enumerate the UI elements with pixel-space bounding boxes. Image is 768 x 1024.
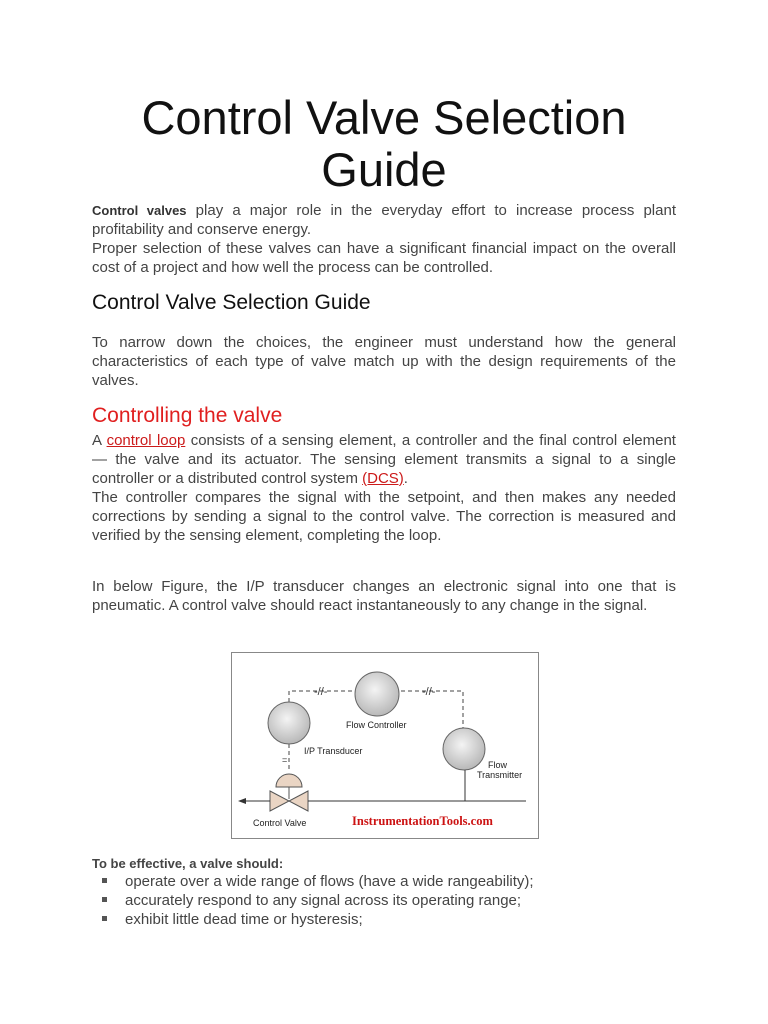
watermark-text: InstrumentationTools.com (352, 814, 493, 828)
list-item (102, 910, 534, 929)
list-item (102, 891, 534, 910)
control-loop-link[interactable]: control loop (106, 432, 186, 449)
list-item-text: exhibit little dead time or hysteresis; (125, 911, 363, 928)
section-heading-controlling: Controlling the valve (92, 404, 283, 427)
para1-pre: A (92, 432, 107, 449)
label-transmitter: Transmitter (477, 770, 523, 780)
label-flow: Flow (488, 760, 508, 770)
actuator-icon (276, 774, 302, 787)
intro-rest: play a major role in the everyday effort to increase process plant profitability and conserve energy. (92, 202, 676, 238)
intro-lead: Control valves (92, 203, 187, 218)
flow-controller-circle (355, 672, 399, 716)
control-loop-diagram (232, 653, 538, 838)
label-control-valve: Control Valve (253, 818, 307, 828)
ip-transducer-paragraph: In below Figure, the I/P transducer changes an electronic signal into one that is pneumatic. A control valve should react instantaneously to any change in the signal. (92, 578, 676, 614)
para1-mid: consists of a sensing element, a controller and the final control element — the valve and its actuator. The sensing element transmits a signal to a single controller or a distributed control system (92, 432, 676, 487)
controller-paragraph: The controller compares the signal with the setpoint, and then makes any needed corrections by sending a signal to the control valve. The correction is measured and verified by the sensing element, completing the loop. (92, 489, 676, 544)
requirements-list (102, 872, 534, 929)
control-loop-figure (231, 652, 539, 839)
flow-arrow-icon (238, 798, 246, 804)
list-item-text: operate over a wide range of flows (have a wide rangeability); (125, 873, 534, 890)
list-item-text: accurately respond to any signal across its operating range; (125, 892, 522, 909)
intro-line-2: Proper selection of these valves can have a significant financial impact on the overall cost of a project and how well the process can be controlled. (92, 240, 676, 276)
svg-text:-//-: -//- (314, 686, 328, 698)
label-ip-transducer: I/P Transducer (304, 746, 363, 756)
svg-text:-//-: -//- (422, 686, 436, 698)
valve-right-icon (289, 791, 308, 811)
title-line-2: Guide (321, 143, 447, 196)
label-flow-controller: Flow Controller (346, 720, 407, 730)
control-loop-paragraph (92, 431, 676, 545)
svg-text:=: = (282, 755, 288, 765)
title-line-1: Control Valve Selection (141, 91, 627, 144)
flow-transmitter-circle (443, 728, 485, 770)
intro-paragraph (92, 201, 676, 277)
ip-transducer-circle (268, 702, 310, 744)
section1-body: To narrow down the choices, the engineer must understand how the general characteristics of each type of valve match up with the design requirements of the valves. (92, 334, 676, 389)
page-title (92, 92, 676, 196)
para1-end: . (403, 470, 408, 487)
list-item (102, 872, 534, 891)
bullets-title: To be effective, a valve should: (92, 856, 284, 871)
valve-left-icon (270, 791, 289, 811)
bullet-icon (102, 897, 107, 902)
section-heading-selection: Control Valve Selection Guide (92, 291, 371, 314)
dcs-link[interactable]: (DCS) (362, 470, 404, 487)
bullet-icon (102, 916, 107, 921)
bullet-icon (102, 878, 107, 883)
